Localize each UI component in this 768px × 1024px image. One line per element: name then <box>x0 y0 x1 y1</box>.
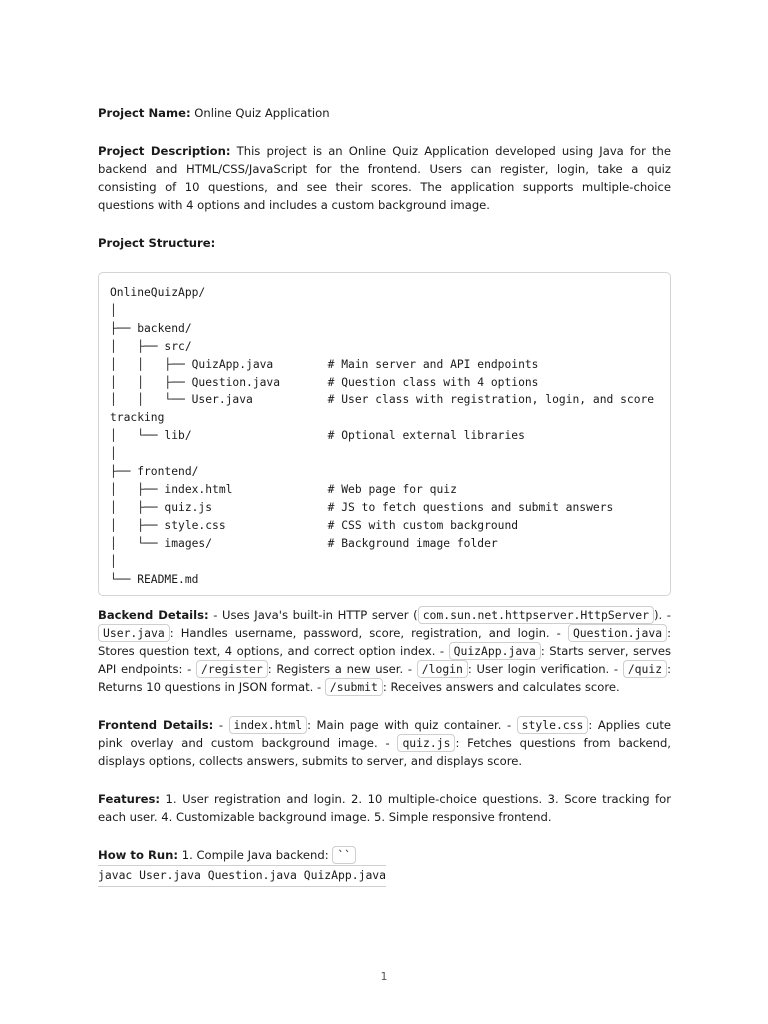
quiz-endpoint-code: /quiz <box>623 660 667 678</box>
style-css-code: style.css <box>517 716 589 734</box>
frontend-text-3: : Applies cute pink overlay and custom background image. - <box>98 718 672 751</box>
project-name-label: Project Name: <box>98 106 191 120</box>
backend-text-2: ). - <box>654 608 671 623</box>
register-endpoint-code: /register <box>196 660 268 678</box>
backend-text-7: : User login verification. - <box>467 662 623 677</box>
frontend-details-label: Frontend Details: <box>98 718 214 733</box>
document-page <box>98 104 671 887</box>
project-name-value: Online Quiz Application <box>194 106 330 120</box>
index-html-code: index.html <box>229 716 308 734</box>
features-paragraph <box>98 790 671 826</box>
how-to-run-paragraph <box>98 846 671 887</box>
project-description-text: This project is an Online Quiz Application developed using Java for the backend and HTML/CSS/JavaScript for the frontend. Users can register, login, take a quiz consisting of 10 questions, and see their scores. The application supports multiple-choice questions with 4 options and includes a custom background image. <box>98 144 671 212</box>
backend-text-1: - Uses Java's built-in HTTP server ( <box>208 608 418 623</box>
features-text: 1. User registration and login. 2. 10 multiple-choice questions. 3. Score tracking for each user. 4. Customizable background image. 5. Simple responsive frontend. <box>98 792 671 825</box>
login-endpoint-code: /login <box>417 660 468 678</box>
backend-details-paragraph <box>98 606 671 696</box>
backend-text-4: : Stores question text, 4 options, and correct option index. - <box>98 626 671 659</box>
quizapp-java-code: QuizApp.java <box>449 642 541 660</box>
project-structure-code-block <box>98 272 671 596</box>
backend-text-9: : Receives answers and calculates score. <box>382 680 620 695</box>
question-java-code: Question.java <box>568 624 667 642</box>
how-to-run-label: How to Run: <box>98 848 179 863</box>
frontend-details-paragraph <box>98 716 671 770</box>
backend-text-6: : Registers a new user. - <box>267 662 417 677</box>
frontend-text-4: : Fetches questions from backend, displays options, collects answers, submits to server, and displays score. <box>98 736 671 769</box>
frontend-text-2: : Main page with quiz container. - <box>307 718 517 733</box>
project-structure-tree: OnlineQuizApp/ │ ├── backend/ │ ├── src/ │ │ ├── QuizApp.java # Main server and API endpoints │ │ ├── Question.java # Question class with 4 options │ │ └── User.java # User class with registration, login, and score tracking │ └── lib/ # Optional external libraries │ ├── frontend/ │ ├── index.html # Web page for quiz │ ├── quiz.js # JS to fetch questions and submit answers │ ├── style.css # CSS with custom background │ └── images/ # Background image folder │ └── README.md <box>110 286 655 586</box>
backtick-code: `` <box>332 846 356 864</box>
project-structure-heading-paragraph <box>98 234 671 252</box>
submit-endpoint-code: /submit <box>325 678 383 696</box>
backend-text-5: : Starts server, serves API endpoints: - <box>98 644 671 677</box>
quiz-js-code: quiz.js <box>397 734 455 752</box>
how-to-run-text: 1. Compile Java backend: <box>181 848 329 863</box>
features-label: Features: <box>98 792 161 807</box>
project-description-label: Project Description: <box>98 144 231 158</box>
backend-text-3: : Handles username, password, score, registration, and login. - <box>169 626 568 641</box>
page-number: 1 <box>380 970 388 983</box>
httpserver-code: com.sun.net.httpserver.HttpServer <box>418 606 654 624</box>
backend-text-8: : Returns 10 questions in JSON format. - <box>98 662 672 695</box>
compile-command: javac User.java Question.java QuizApp.java <box>98 865 386 887</box>
project-structure-label: Project Structure: <box>98 236 216 250</box>
project-description-paragraph <box>98 142 671 214</box>
backend-details-label: Backend Details: <box>98 608 209 623</box>
frontend-text-1: - <box>213 718 229 733</box>
user-java-code: User.java <box>98 624 170 642</box>
project-name-paragraph <box>98 104 671 122</box>
